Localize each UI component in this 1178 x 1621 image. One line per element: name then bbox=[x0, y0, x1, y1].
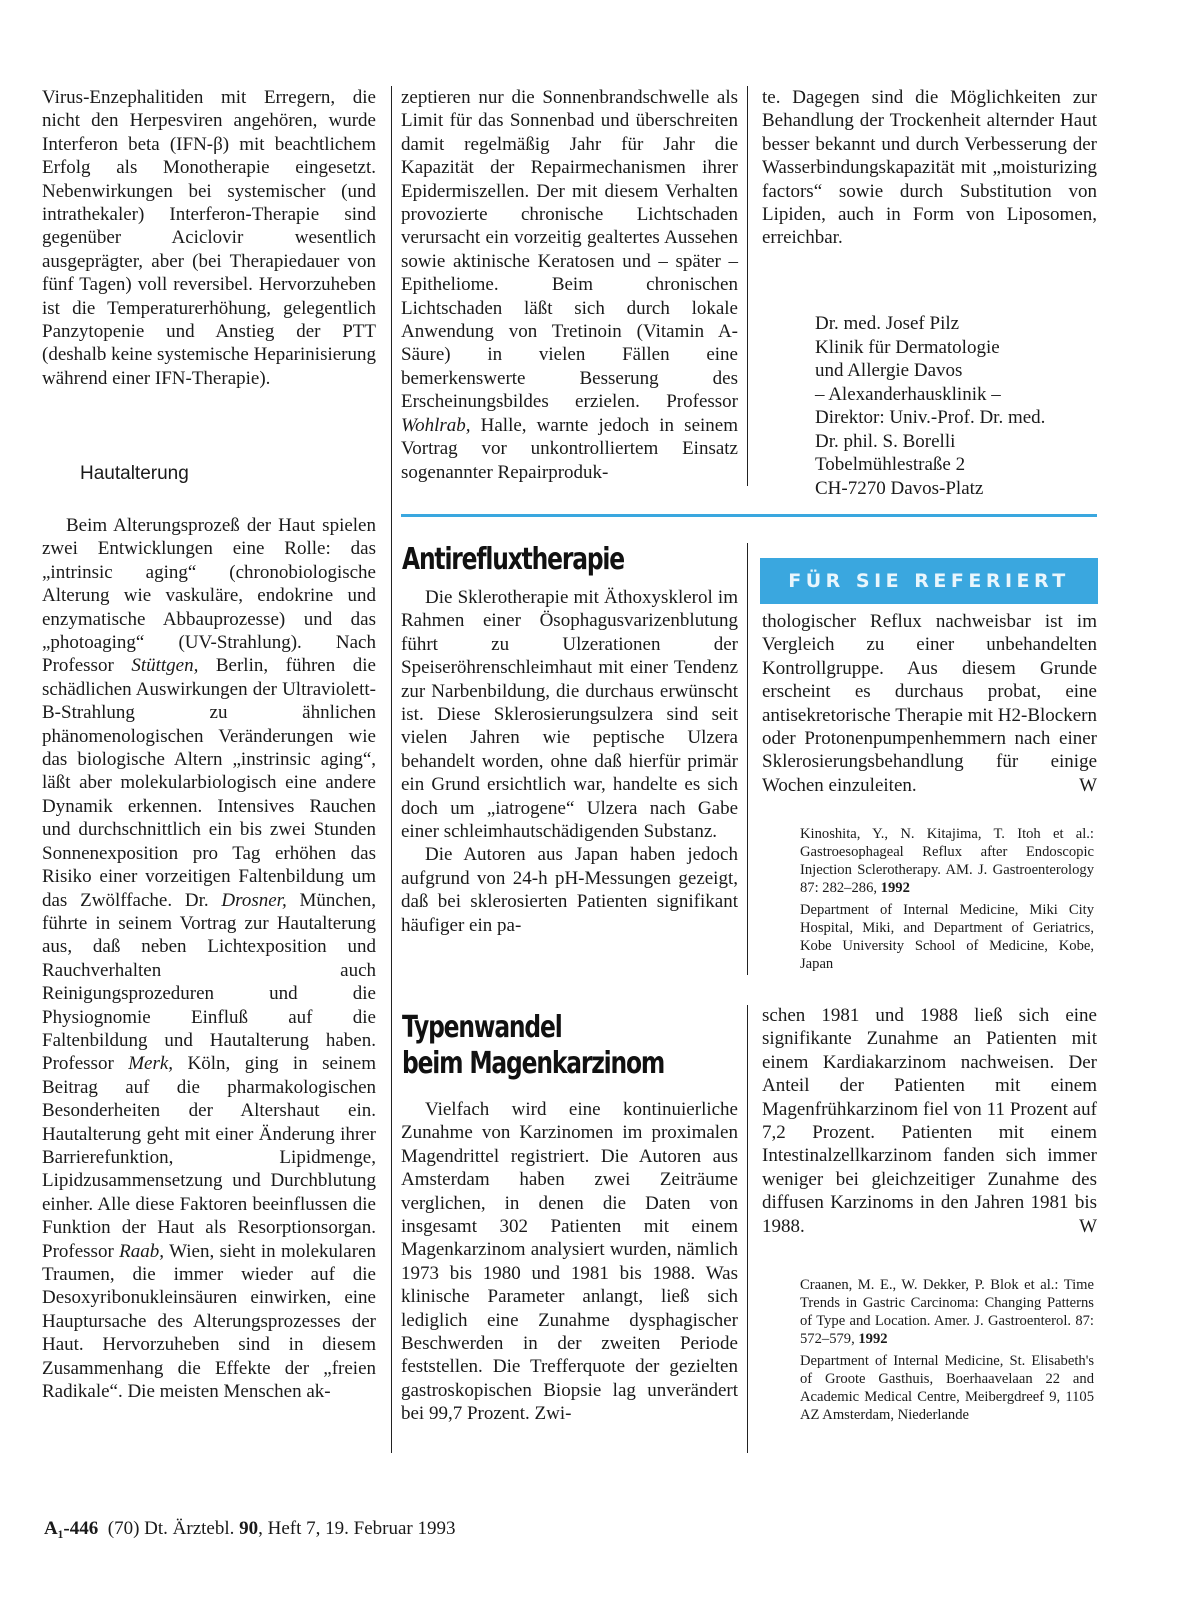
article-2-citation: Craanen, M. E., W. Dekker, P. Blok et al.: Time Trends in Gastric Carcinoma: Changing Patterns of Type and Location. Amer. J. Gastroenterol. 87: 572–579, 1992 bbox=[800, 1277, 1094, 1347]
column-1-bottom bbox=[42, 514, 376, 1403]
subheading-hautalterung: Hautalterung bbox=[80, 463, 189, 484]
address-line: und Allergie Davos bbox=[815, 360, 963, 381]
address-line: Tobelmühlestraße 2 bbox=[815, 454, 966, 475]
hautalterung-paragraph: Beim Alterungsprozeß der Haut spielen zwei Entwicklungen eine Rolle: das „intrinsic aging“ (chronobiologische Alterung wie vaskuläre, endokrine und enzymatische Abbauprozesse) und das „photoaging“ (UV-Strahlung). Nach Professor Stüttgen, Berlin, führen die schädlichen Auswirkungen der Ultraviolett-B-Strahlung zu ähnlichen phänomenologischen Veränderungen wie das biologische Altern „instrinsic aging“, läßt aber molekularbiologisch eine andere Dynamik erkennen. Intensives Rauchen und durchschnittlich ein bis zwei Stunden Sonnenexposition pro Tag erhöhen das Risiko einer vorzeitigen Faltenbildung um das Zwölffache. Dr. Drosner, München, führte in seinem Vortrag zur Hautalterung aus, daß neben Lichtexposition und Rauchverhalten auch Reinigungsprozeduren und die Physiognomie Einfluß auf die Faltenbildung und Hautalterung haben. Professor Merk, Köln, ging in seinem Beitrag auf die pharmakologischen Besonderheiten der Altershaut ein. Hautalterung geht mit einer Änderung ihrer Barrierefunktion, Lipidmenge, Lipidzusammensetzung und Durchblutung einher. Alle diese Faktoren beeinflussen die Funktion der Haut als Resorptionsorgan. Professor Raab, Wien, sieht in molekularen Traumen, die immer wieder auf die Desoxyribonukleinsäuren einwirken, eine Hauptursache des Alterungsprozesses der Haut. Hervorzuheben sind in diesem Zusammenhang die Effekte der „freien Radikale“. Die meisten Menschen ak- bbox=[42, 515, 377, 1403]
article-2-references bbox=[800, 1276, 1094, 1428]
address-line: Dr. med. Josef Pilz bbox=[815, 313, 960, 334]
article-2-affiliation: Department of Internal Medicine, St. Elisabeth's of Groote Gasthuis, Boerhaavelaan 22 and Academic Medical Centre, Meibergdreef 9, 1105 AZ Amsterdam, Niederlande bbox=[800, 1353, 1094, 1423]
article-2-paragraph-2: schen 1981 und 1988 ließ sich eine signifikante Zunahme an Patienten mit einem Kardiakarzinom nachweisen. Der Anteil der Patienten mit einem Magenfrühkarzinom fiel von 11 Prozent auf 7,2 Prozent. Patienten mit einem Intestinalzellkarzinom fanden sich immer weniger bei gleichzeitiger Zunahme des diffusen Karzinoms in den Jahren 1981 bis 1988. W bbox=[762, 1005, 1097, 1237]
name-raab: Raab, bbox=[119, 1240, 165, 1262]
article-2-signature: W bbox=[1079, 1215, 1097, 1237]
article-2-paragraph-1: Vielfach wird eine kontinuierliche Zunahme von Karzinomen im proximalen Magendrittel registriert. Die Autoren aus Amsterdam haben zwei Zeiträume verglichen, in denen die Daten von insgesamt 302 Patienten mit einem Magenkarzinom analysiert wurden, nämlich 1973 bis 1980 und 1981 bis 1988. Was klinische Parameter anlangt, ließ sich lediglich eine Zunahme dysphagischer Beschwerden in der zweiten Periode feststellen. Die Trefferquote der gezielten gastroskopischen Biopsie lag unverändert bei 99,7 Prozent. Zwi- bbox=[401, 1099, 738, 1425]
address-line: Direktor: Univ.-Prof. Dr. med. bbox=[815, 407, 1046, 428]
column-3-top bbox=[762, 86, 1097, 250]
name-drosner: Drosner, bbox=[221, 889, 287, 911]
column-1-top bbox=[42, 86, 376, 390]
page-number: A₁-446 bbox=[44, 1518, 99, 1539]
article-1-column-3 bbox=[762, 610, 1097, 797]
hautalterung-continued: zeptieren nur die Sonnenbrandschwelle als Limit für das Sonnenbad und überschreiten damit regelmäßig Jahr für Jahr die Kapazität der Repairmechanismen ihrer Epidermiszellen. Der mit diesem Verhalten provozierte chronische Lichtschaden verursacht ein vorzeitig gealtertes Aussehen sowie aktinische Keratosen und – später – Epitheliome. Beim chronischen Lichtschaden läßt sich durch lokale Anwendung von Tretinoin (Vitamin A-Säure) in vielen Fällen eine bemerkenswerte Besserung des Erscheinungsbildes erzielen. Professor Wohlrab, Halle, warnte jedoch in seinem Vortrag vor unkontrolliertem Einsatz sogenannter Repairproduk- bbox=[401, 87, 738, 483]
name-merk: Merk, bbox=[128, 1053, 174, 1075]
volume-number: 90 bbox=[239, 1518, 259, 1539]
article-2-column-3 bbox=[762, 1004, 1097, 1238]
article-1-signature: W bbox=[1079, 774, 1097, 796]
page-footer: A₁-446 (70) Dt. Ärztebl. 90, Heft 7, 19. Februar 1993 bbox=[44, 1518, 456, 1539]
name-stuttgen: Stüttgen, bbox=[131, 655, 199, 677]
article-1-column-2 bbox=[401, 586, 738, 937]
address-line: Dr. phil. S. Borelli bbox=[815, 430, 956, 452]
article-1-paragraph-3: thologischer Reflux nachweisbar ist im Vergleich zu einer unbehandelten Kontrollgruppe. Aus diesem Grunde erscheint es durchaus probat, eine antisekretorische Therapie mit H2-Blockern oder Protonenpumpenhemmern nach einer Sklerosierungsbehandlung für einige Wochen einzuleiten. W bbox=[762, 611, 1097, 796]
address-line: CH-7270 Davos-Platz bbox=[815, 477, 984, 499]
article-1-headline: Antirefluxtherapie bbox=[402, 542, 624, 577]
address-line: – Alexanderhausklinik – bbox=[815, 383, 1001, 405]
column-divider-4 bbox=[747, 1005, 748, 1453]
article-1-references bbox=[800, 825, 1094, 977]
fuer-sie-referiert-badge: FÜR SIE REFERIERT bbox=[760, 558, 1098, 604]
author-address bbox=[815, 312, 1045, 500]
column-divider-2 bbox=[747, 86, 748, 486]
article-1-affiliation: Department of Internal Medicine, Miki City Hospital, Miki, and Department of Geriatrics, Kobe University School of Medicine, Kobe, Japan bbox=[800, 902, 1094, 972]
article-1-paragraph-1: Die Sklerotherapie mit Äthoxysklerol im Rahmen einer Ösophagusvarizenblutung führt zu Ulzerationen der Speiseröhrenschleimhaut mit einer Tendenz zur Narbenbildung, die durchaus erwünscht ist. Diese Sklerosierungsulzera sind seit vielen Jahren wie peptische Ulzera behandelt worden, ohne daß hierfür primär ein Grund ersichtlich war, handelte es sich doch um „iatrogene“ Ulzera nach Gabe einer schleimhautschädigenden Substanz. bbox=[401, 587, 738, 843]
column-divider-3 bbox=[747, 543, 748, 975]
column-divider-1 bbox=[391, 86, 392, 1453]
name-wohlrab: Wohlrab, bbox=[401, 414, 471, 436]
column-2-top bbox=[401, 86, 738, 484]
article-2-headline: Typenwandel beim Magenkarzinom bbox=[402, 1010, 665, 1081]
address-line: Klinik für Dermatologie bbox=[815, 336, 1000, 358]
article-1-citation: Kinoshita, Y., N. Kitajima, T. Itoh et al.: Gastroesophageal Reflux after Endoscopic Injection Sclerotherapy. AM. J. Gastroenterology 87: 282–286, 1992 bbox=[800, 826, 1094, 896]
interferon-paragraph: Virus-Enzephalitiden mit Erregern, die nicht den Herpesviren angehören, wurde Interferon beta (IFN-β) mit beachtlichem Erfolg als Monotherapie eingesetzt. Nebenwirkungen bei systemischer (und intrathekaler) Interferon-Therapie sind gegenüber Aciclovir wesentlich ausgeprägter, aber (bei Therapiedauer von fünf Tagen) voll reversibel. Hervorzuheben ist die Temperaturerhöhung, gelegentlich Panzytopenie und Anstieg der PTT (deshalb keine systemische Heparinisierung während einer IFN-Therapie). bbox=[42, 87, 376, 389]
section-rule bbox=[401, 514, 1097, 517]
article-2-column-2 bbox=[401, 1098, 738, 1426]
article-1-paragraph-2: Die Autoren aus Japan haben jedoch aufgrund von 24-h pH-Messungen gezeigt, daß bei sklerosierten Patienten signifikant häufiger ein pa- bbox=[401, 844, 738, 936]
hautalterung-conclusion: te. Dagegen sind die Möglichkeiten zur Behandlung der Trockenheit alternder Haut besser bekannt und durch Verbesserung der Wasserbindungskapazität mit „moisturizing factors“ sowie durch Substitution von Lipiden, auch in Form von Liposomen, erreichbar. bbox=[762, 87, 1097, 249]
